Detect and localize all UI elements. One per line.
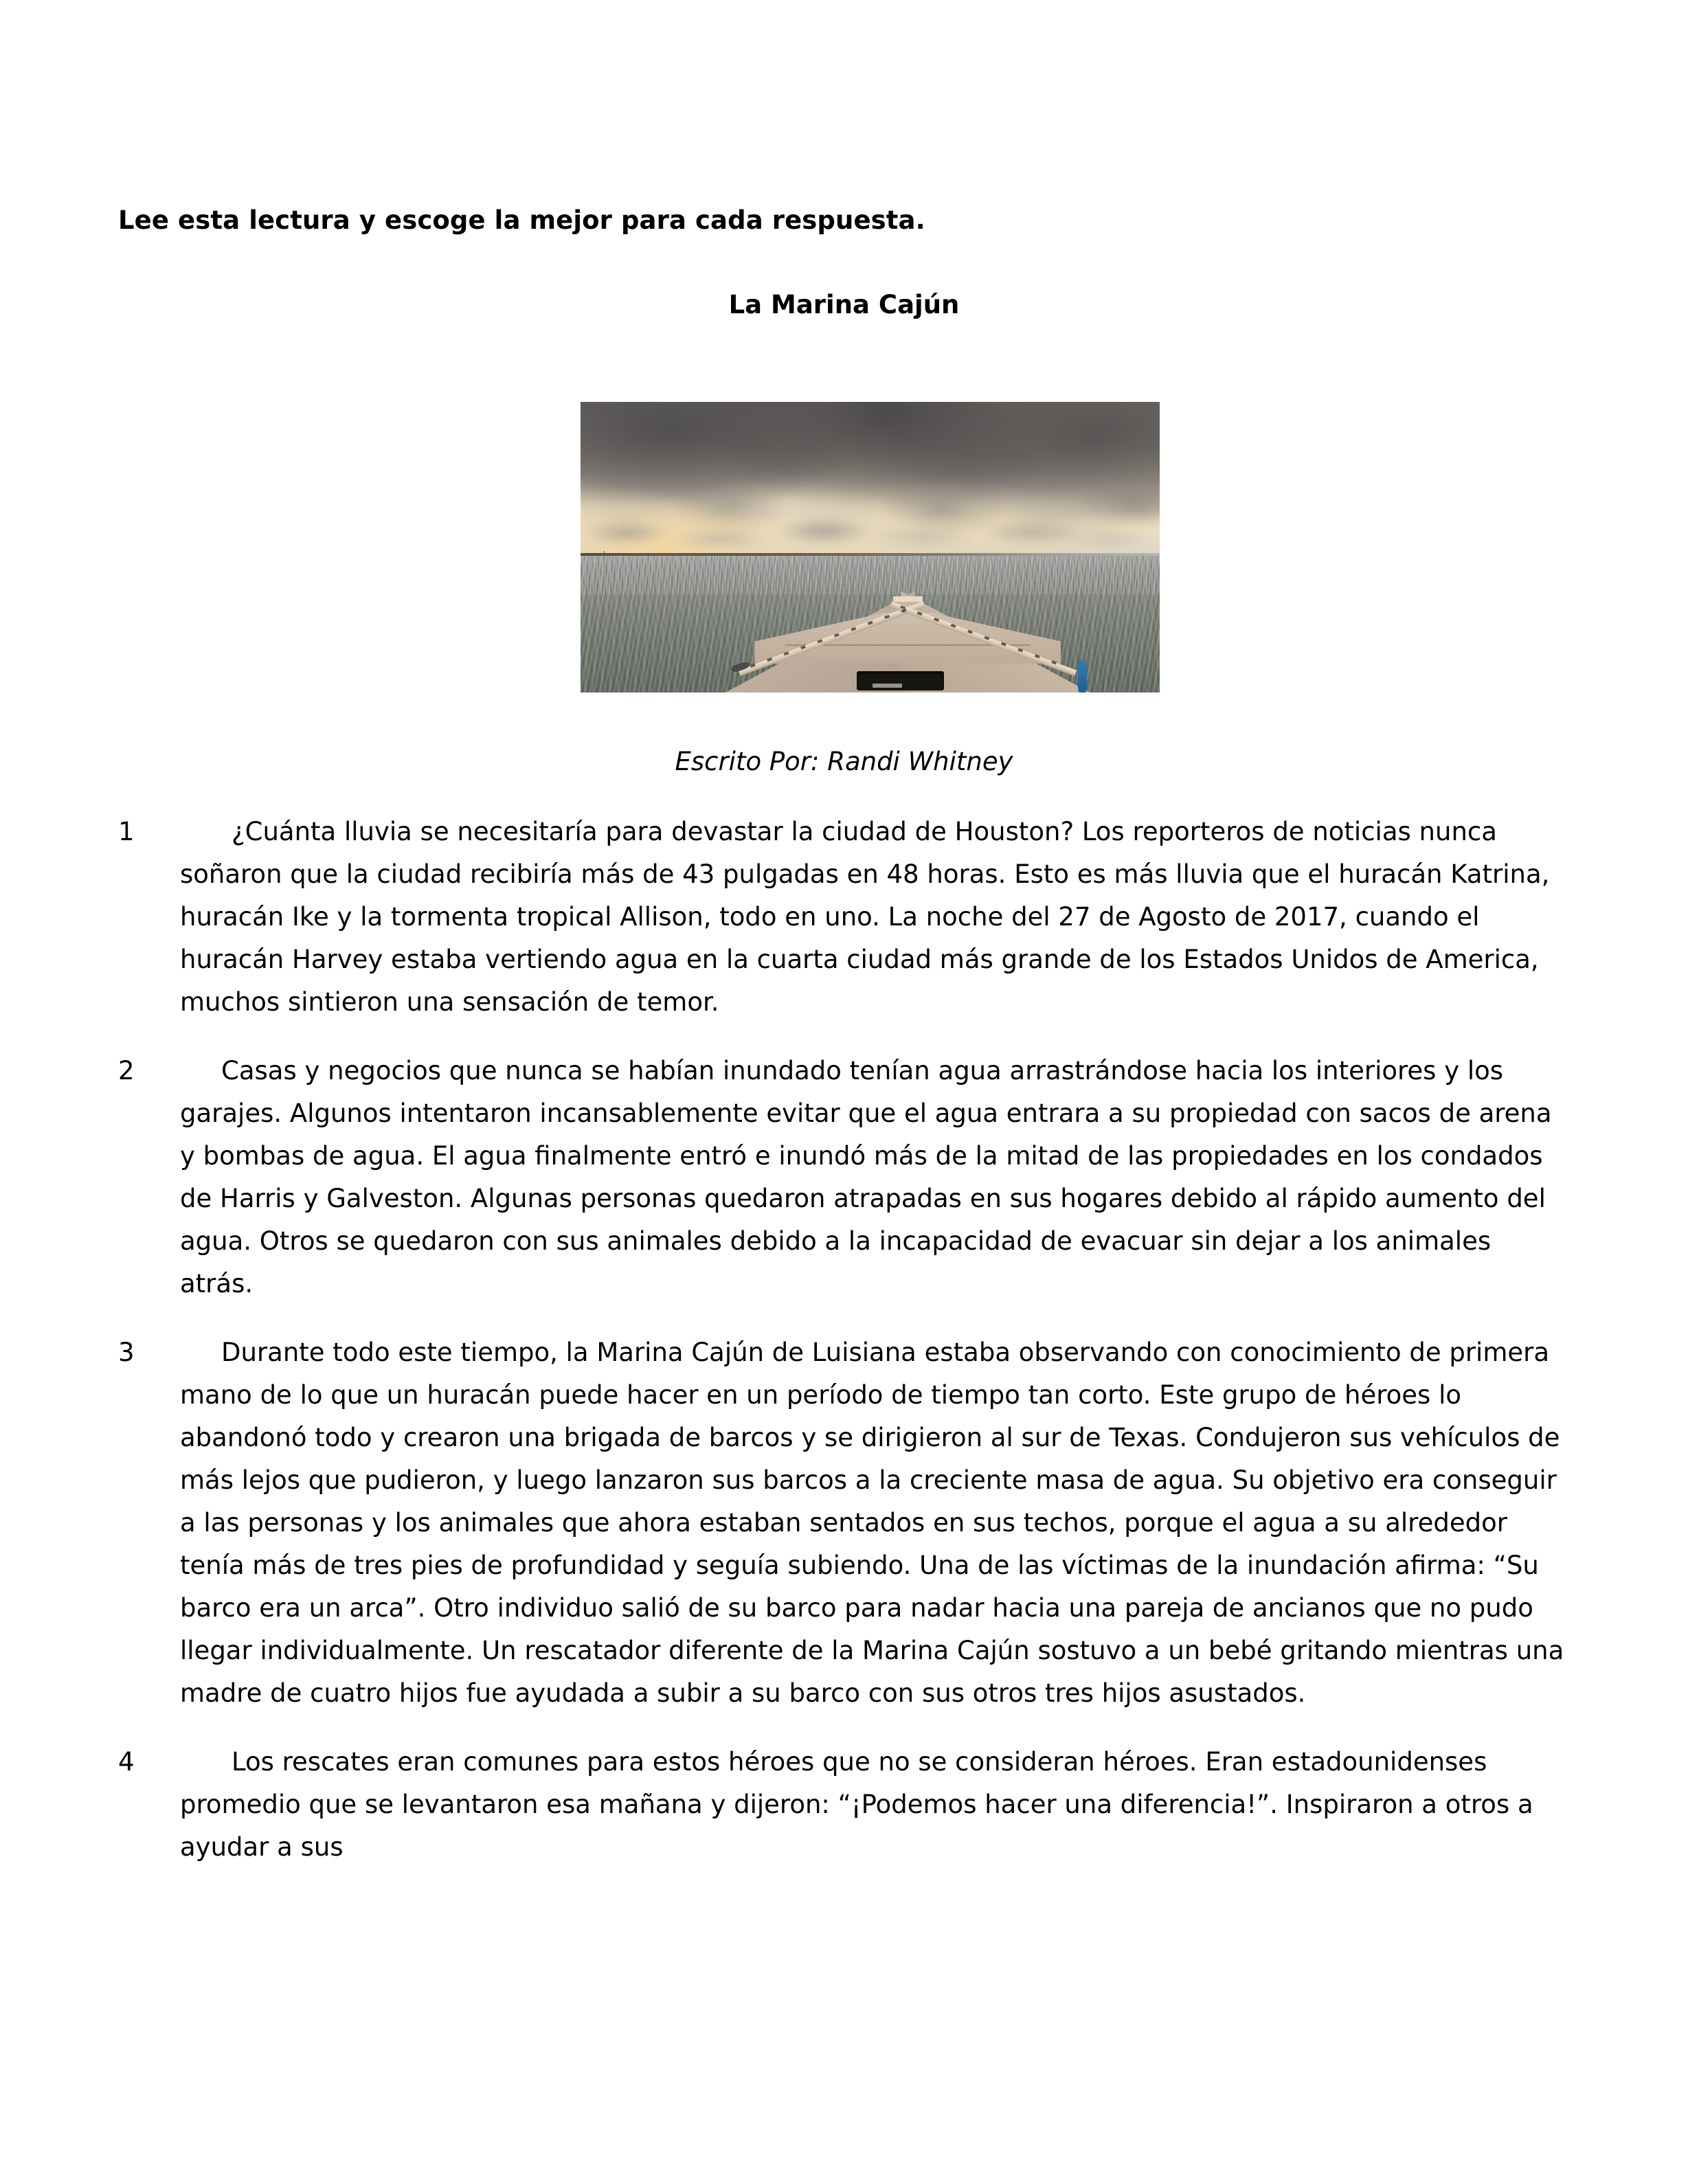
bow-deck	[754, 613, 1061, 664]
bow-tip	[893, 596, 922, 602]
author-byline: Escrito Por: Randi Whitney	[675, 747, 1013, 776]
instruction-heading: Lee esta lectura y escoge la mejor para cada respuesta.	[118, 205, 925, 235]
paragraph-number: 1	[118, 817, 135, 846]
boat-bow	[725, 582, 1090, 693]
paragraph-number: 4	[118, 1747, 135, 1777]
paragraph-text: Los rescates eran comunes para estos héroes que no se consideran héroes. Eran estadounidenses promedio que se levantaron esa mañana y dijeron: “¡Podemos hacer una diferencia!”. Inspiraron a otros a ayudar a sus	[180, 1747, 1533, 1862]
photo-canvas	[581, 402, 1160, 693]
page-title: La Marina Cajún	[728, 290, 960, 319]
article-photo	[581, 402, 1160, 693]
paragraph-4	[118, 1741, 1571, 1869]
low-cloud-layer	[581, 518, 1160, 556]
article-body	[118, 811, 1571, 1895]
paragraph-2	[118, 1050, 1571, 1305]
paragraph-number: 3	[118, 1338, 135, 1367]
paragraph-1	[118, 811, 1571, 1024]
storage-hatch	[857, 671, 944, 690]
hatch-contents	[873, 684, 902, 688]
paragraph-text: ¿Cuánta lluvia se necesitaría para devastar la ciudad de Houston? Los reporteros de noticias nunca soñaron que la ciudad recibiría más de 43 pulgadas en 48 horas. Esto es más lluvia que el huracán Katrina, huracán Ike y la tormenta tropical Allison, todo en uno. La noche del 27 de Agosto de 2017, cuando el huracán Harvey estaba vertiendo agua en la cuarta ciudad más grande de los Estados Unidos de America, muchos sintieron una sensación de temor.	[180, 817, 1550, 1017]
paragraph-number: 2	[118, 1056, 135, 1085]
paragraph-3	[118, 1331, 1571, 1715]
paragraph-text: Casas y negocios que nunca se habían inundado tenían agua arrastrándose hacia los interiores y los garajes. Algunos intentaron incansablemente evitar que el agua entrara a su propiedad con sacos de arena y bombas de agua. El agua finalmente entró e inundó más de la mitad de las propiedades en los condados de Harris y Galveston. Algunas personas quedaron atrapadas en sus hogares debido al rápido aumento del agua. Otros se quedaron con sus animales debido a la incapacidad de evacuar sin dejar a los animales atrás.	[180, 1056, 1552, 1298]
blue-rope	[1078, 660, 1087, 693]
paragraph-text: Durante todo este tiempo, la Marina Cajún de Luisiana estaba observando con conocimiento de primera mano de lo que un huracán puede hacer en un período de tiempo tan corto. Este grupo de héroes lo abandonó todo y crearon una brigada de barcos y se dirigieron al sur de Texas. Condujeron sus vehículos de más lejos que pudieron, y luego lanzaron sus barcos a la creciente masa de agua. Su objetivo era conseguir a las personas y los animales que ahora estaban sentados en sus techos, porque el agua a su alrededor tenía más de tres pies de profundidad y seguía subiendo. Una de las víctimas de la inundación afirma: “Su barco era un arca”. Otro individuo salió de su barco para nadar hacia una pareja de ancianos que no pudo llegar individualmente. Un rescatador diferente de la Marina Cajún sostuvo a un bebé gritando mientras una madre de cuatro hijos fue ayudada a subir a su barco con sus otros tres hijos asustados.	[180, 1338, 1564, 1708]
